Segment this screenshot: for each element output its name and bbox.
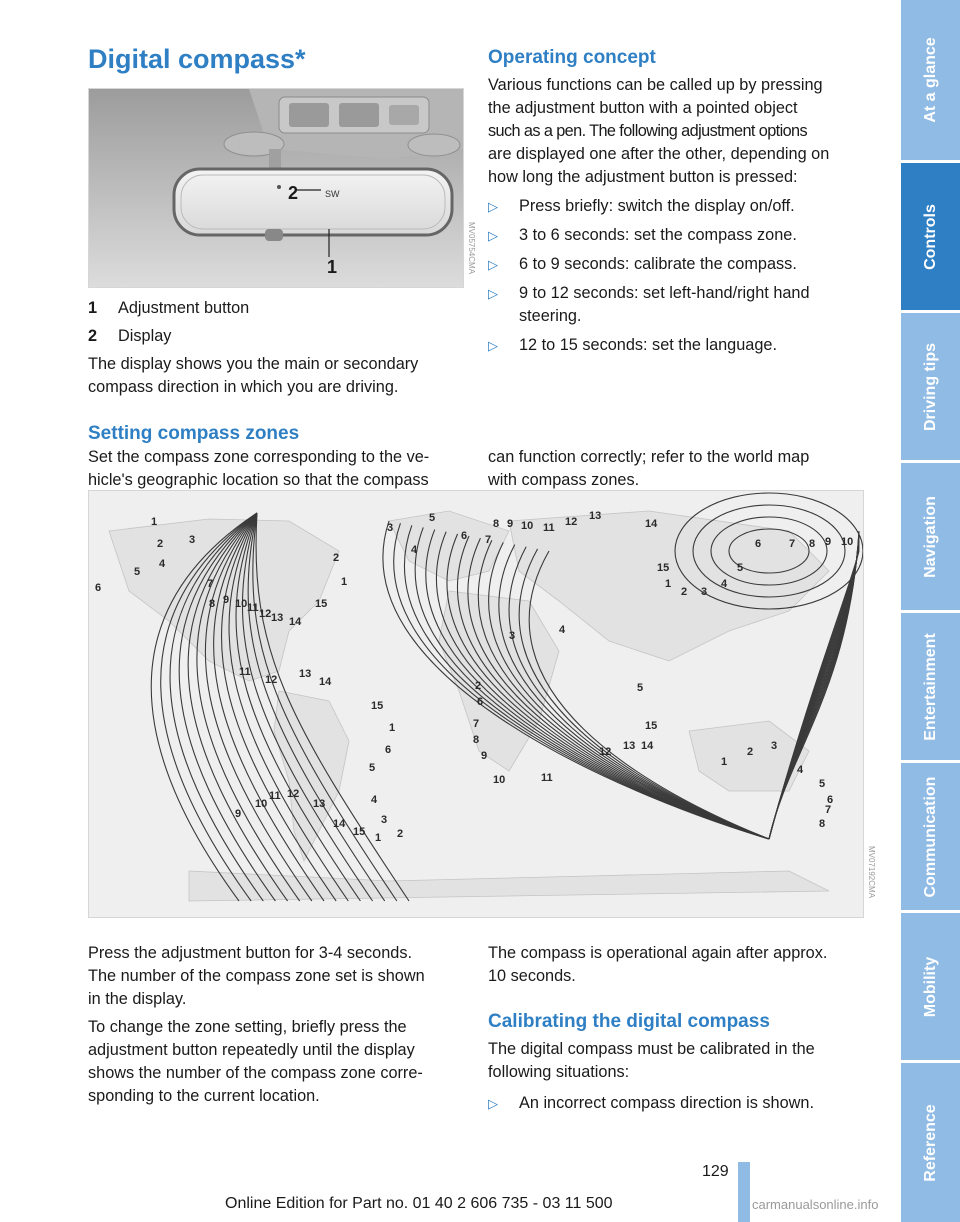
zone-label: 5	[737, 562, 744, 574]
zones-line: Set the compass zone corresponding to the ve-	[88, 448, 430, 466]
text-line: following situations:	[488, 1063, 630, 1081]
mirror-illustration	[89, 89, 463, 287]
zone-label: 4	[559, 624, 566, 636]
operating-paragraph	[488, 74, 868, 189]
bullet-marker: ▷	[488, 257, 498, 272]
page-marker	[738, 1162, 750, 1222]
zones-line: with compass zones.	[488, 471, 640, 489]
zone-label: 11	[269, 790, 281, 802]
calibrating-heading: Calibrating the digital compass	[488, 1011, 770, 1032]
legend-label-2: Display	[118, 327, 172, 345]
sidebar-tab-communication[interactable]	[901, 763, 960, 910]
bullet-text: steering.	[519, 307, 582, 325]
world-map-figure	[88, 490, 864, 918]
zone-label: 8	[493, 518, 500, 530]
zone-label: 5	[637, 682, 644, 694]
sidebar-tab-label: Navigation	[921, 495, 939, 578]
bullet-text: 3 to 6 seconds: set the compass zone.	[519, 226, 797, 244]
bullet-marker: ▷	[488, 228, 498, 243]
bullet-text: 12 to 15 seconds: set the language.	[519, 336, 777, 354]
zone-label: 12	[599, 746, 612, 758]
bullet-marker: ▷	[488, 199, 498, 214]
zone-label: 3	[189, 534, 196, 546]
zone-label: 11	[541, 772, 553, 784]
zone-label: 5	[369, 762, 376, 774]
zone-label: 4	[411, 544, 418, 556]
zone-label: 4	[371, 794, 378, 806]
mirror-figure	[88, 88, 464, 288]
zone-label: 11	[543, 522, 555, 534]
bullet-item	[488, 253, 868, 277]
legend-num-1: 1	[88, 299, 98, 317]
sidebar-tab-label: Communication	[921, 776, 939, 897]
zone-label: 6	[755, 538, 762, 550]
calibrating-paragraph	[488, 1038, 815, 1084]
operating-line: Various functions can be called up by pressing	[488, 76, 823, 94]
text-line: Press the adjustment button for 3-4 seconds.	[88, 944, 412, 962]
zone-label: 15	[645, 720, 658, 732]
text-line: sponding to the current location.	[88, 1087, 320, 1105]
text-line: in the display.	[88, 990, 187, 1008]
zone-label: 11	[247, 602, 259, 614]
sidebar-tab-label: Controls	[921, 203, 939, 270]
bottom-left-paragraph-2	[88, 1016, 423, 1108]
intro-line: compass direction in which you are driving.	[88, 378, 399, 396]
sidebar-tab-label: Mobility	[921, 956, 939, 1017]
bullet-marker: ▷	[488, 286, 498, 301]
operating-line: the adjustment button with a pointed object	[488, 99, 798, 117]
zone-label: 2	[157, 538, 164, 550]
bullet-text: 6 to 9 seconds: calibrate the compass.	[519, 255, 797, 273]
zone-label: 14	[319, 676, 332, 688]
zone-label: 5	[819, 778, 826, 790]
zone-label: 10	[841, 536, 854, 548]
zone-label: 2	[397, 828, 404, 840]
zone-label: 5	[134, 566, 141, 578]
sidebar-tab-reference[interactable]	[901, 1063, 960, 1222]
zone-label: 12	[265, 674, 278, 686]
zone-label: 10	[493, 774, 506, 786]
zones-paragraph-right	[488, 446, 809, 492]
bullet-text: 9 to 12 seconds: set left-hand/right hand	[519, 284, 810, 302]
zone-label: 13	[313, 798, 326, 810]
bullet-item	[488, 195, 868, 219]
compass-display-text: SW	[325, 189, 340, 199]
text-line: The number of the compass zone set is shown	[88, 967, 425, 985]
zone-label: 4	[159, 558, 166, 570]
sidebar-tab-label: Driving tips	[921, 342, 939, 431]
text-line: 10 seconds.	[488, 967, 576, 985]
operating-line: how long the adjustment button is pressed:	[488, 168, 798, 186]
callout-2: 2	[288, 183, 299, 203]
map-code: MV07192CMA	[867, 846, 876, 899]
zone-label: 7	[207, 578, 214, 590]
bullet-item	[488, 282, 868, 330]
zones-line: hicle's geographic location so that the compass	[88, 471, 429, 489]
zone-label: 9	[223, 594, 230, 606]
zone-label: 14	[333, 818, 346, 830]
zone-label: 4	[721, 578, 728, 590]
zone-label: 8	[473, 734, 480, 746]
zone-label: 13	[623, 740, 636, 752]
zone-label: 9	[507, 518, 514, 530]
page-number: 129	[702, 1163, 729, 1180]
zone-label: 3	[701, 586, 708, 598]
zones-line: can function correctly; refer to the world map	[488, 448, 810, 466]
zone-label: 8	[209, 598, 216, 610]
text-line: To change the zone setting, briefly press the	[88, 1018, 407, 1036]
zone-label: 6	[477, 696, 484, 708]
zone-label: 8	[809, 538, 816, 550]
zone-label: 3	[387, 522, 394, 534]
bullet-item	[488, 224, 868, 248]
zone-label: 15	[371, 700, 384, 712]
zone-label: 7	[473, 718, 480, 730]
sidebar-tab-navigation[interactable]	[901, 463, 960, 610]
zone-label: 1	[389, 722, 396, 734]
zone-label: 9	[481, 750, 488, 762]
zone-label: 12	[259, 608, 272, 620]
zone-label: 1	[665, 578, 672, 590]
zone-label: 1	[151, 516, 158, 528]
page-title: Digital compass*	[88, 44, 306, 74]
text-line: adjustment button repeatedly until the display	[88, 1041, 415, 1059]
zone-label: 6	[461, 530, 468, 542]
zone-label: 9	[825, 536, 832, 548]
bullet-marker: ▷	[488, 338, 498, 353]
sidebar-tab-label: Entertainment	[921, 632, 939, 741]
sidebar-tab-label: At a glance	[921, 37, 939, 123]
zone-label: 7	[485, 534, 492, 546]
zone-label: 13	[589, 510, 602, 522]
zone-label: 12	[565, 516, 578, 528]
zone-label: 3	[771, 740, 778, 752]
zone-label: 6	[385, 744, 392, 756]
zone-label: 5	[429, 512, 436, 524]
zone-label: 7	[789, 538, 796, 550]
text-line: The digital compass must be calibrated in the	[488, 1040, 815, 1058]
zone-label: 3	[509, 630, 516, 642]
zone-label: 2	[747, 746, 754, 758]
zone-label: 15	[657, 562, 670, 574]
zones-paragraph-left	[88, 446, 429, 492]
zone-label: 7	[825, 804, 832, 816]
legend-num-2: 2	[88, 327, 98, 345]
bullet-item	[488, 334, 868, 358]
sidebar-tab-label: Reference	[921, 1103, 939, 1182]
zone-label: 3	[381, 814, 388, 826]
zone-label: 4	[797, 764, 804, 776]
footer-edition: Online Edition for Part no. 01 40 2 606 735 - 03 11 500	[225, 1195, 613, 1212]
bottom-left-paragraph-1	[88, 942, 425, 1011]
zone-label: 2	[333, 552, 340, 564]
zone-label: 11	[239, 666, 251, 678]
watermark: carmanualsonline.info	[752, 1197, 879, 1212]
bottom-right-paragraph-1	[488, 942, 827, 988]
bullet-marker: ▷	[488, 1096, 498, 1111]
sidebar-tab-mobility[interactable]	[901, 913, 960, 1060]
zone-label: 13	[299, 668, 312, 680]
callout-1: 1	[327, 257, 338, 277]
zone-label: 13	[271, 612, 284, 624]
zone-label: 1	[375, 832, 382, 844]
zone-label: 1	[341, 576, 348, 588]
zone-label: 8	[819, 818, 826, 830]
figure-code: MV05754CMA	[467, 222, 476, 275]
zone-label: 15	[315, 598, 328, 610]
operating-heading: Operating concept	[488, 47, 656, 68]
zone-label: 6	[827, 794, 834, 806]
zone-label: 10	[255, 798, 268, 810]
text-line: The compass is operational again after approx.	[488, 944, 828, 962]
legend-label-1: Adjustment button	[118, 299, 250, 317]
zone-label: 14	[645, 518, 658, 530]
zone-label: 14	[641, 740, 654, 752]
intro-line: The display shows you the main or secondary	[88, 355, 419, 373]
zone-label: 10	[235, 598, 248, 610]
zone-label: 12	[287, 788, 300, 800]
sidebar-tab-entertainment[interactable]	[901, 613, 960, 760]
operating-line: such as a pen. The following adjustment options	[488, 122, 808, 140]
compass-zone-map	[89, 491, 863, 917]
intro-paragraph	[88, 353, 418, 399]
zone-label: 10	[521, 520, 534, 532]
text-line: shows the number of the compass zone corre-	[88, 1064, 423, 1082]
sidebar-tab-driving-tips[interactable]	[901, 313, 960, 460]
operating-line: are displayed one after the other, depending on	[488, 145, 830, 163]
zone-label: 9	[235, 808, 242, 820]
sidebar-tab-at-a-glance[interactable]	[901, 0, 960, 160]
bullet-item	[488, 1092, 868, 1116]
zone-label: 1	[721, 756, 728, 768]
bullet-text: An incorrect compass direction is shown.	[519, 1094, 814, 1112]
sidebar-tab-controls[interactable]	[901, 163, 960, 310]
zone-label: 15	[353, 826, 366, 838]
zone-label: 14	[289, 616, 302, 628]
zone-label: 2	[681, 586, 688, 598]
zone-label: 2	[475, 680, 482, 692]
zone-label: 6	[95, 582, 102, 594]
zones-heading: Setting compass zones	[88, 423, 300, 444]
bullet-text: Press briefly: switch the display on/off.	[519, 197, 795, 215]
